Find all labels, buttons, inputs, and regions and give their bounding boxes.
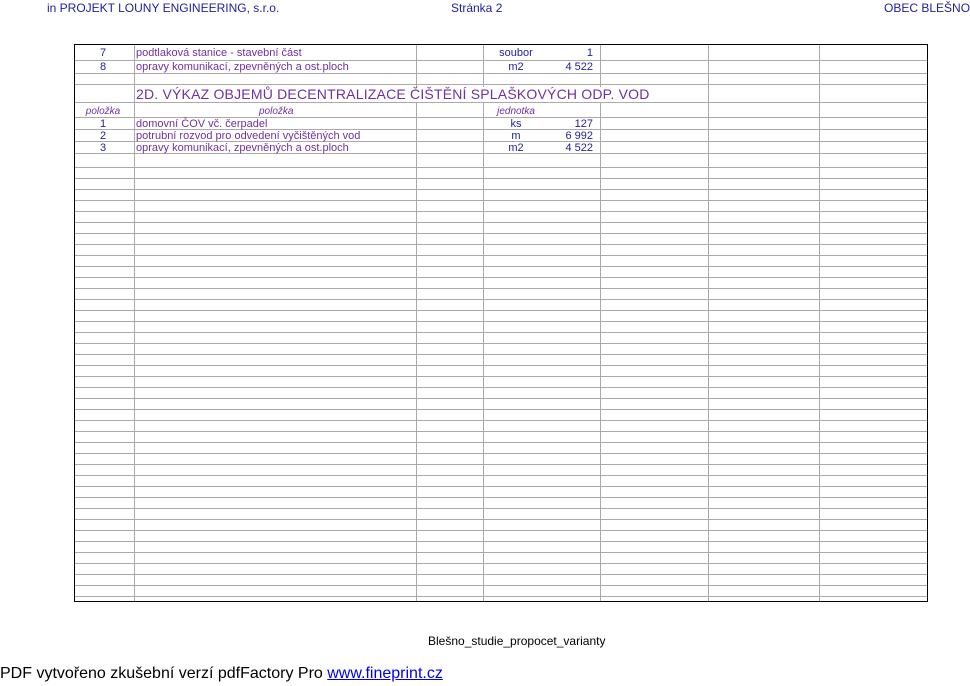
row-description: opravy komunikací, zpevněných a ost.ploch (136, 142, 349, 154)
row-quantity: 1 (586, 47, 593, 59)
spreadsheet-grid (74, 44, 928, 602)
grid-row-line (75, 84, 927, 85)
pdf-note-text: PDF vytvořeno zkušební verzí pdfFactory Pro (0, 665, 328, 682)
row-quantity: 4 522 (565, 142, 593, 154)
grid-row-line (75, 167, 927, 168)
row-unit: m2 (508, 61, 524, 73)
grid-row-line (75, 508, 927, 509)
row-unit: m2 (508, 142, 524, 154)
row-quantity: 127 (574, 118, 593, 130)
pdf-watermark-note (0, 665, 443, 683)
grid-row-line (75, 442, 927, 443)
row-number: 1 (99, 118, 107, 130)
grid-row-line (75, 585, 927, 586)
column-header-item: položka (259, 106, 294, 117)
grid-row-line (75, 310, 927, 311)
grid-row-line (75, 299, 927, 300)
column-header-item-number: položka (85, 106, 121, 117)
row-number: 8 (99, 61, 107, 73)
grid-row-line (75, 431, 927, 432)
company-name: in PROJEKT LOUNY ENGINEERING, s.r.o. (47, 1, 280, 15)
grid-row-line (75, 453, 927, 454)
grid-row-line (75, 288, 927, 289)
grid-row-line (75, 596, 927, 597)
client-name: OBEC BLEŠNO (884, 1, 970, 15)
grid-row-line (75, 354, 927, 355)
section-title: 2D. VÝKAZ OBJEMŮ DECENTRALIZACE ČIŠTĚNÍ SPLAŠKOVÝCH ODP. VOD (136, 86, 650, 102)
file-name: Blešno_studie_propocet_varianty (428, 634, 606, 648)
grid-row-line (75, 420, 927, 421)
column-header-unit: jednotka (497, 106, 535, 117)
grid-row-line (75, 475, 927, 476)
grid-row-line (75, 332, 927, 333)
grid-row-line (75, 497, 927, 498)
grid-row-line (75, 387, 927, 388)
grid-row-line (75, 343, 927, 344)
row-unit: ks (510, 118, 522, 130)
grid-row-line (75, 376, 927, 377)
row-number: 7 (99, 47, 107, 59)
row-unit: m (511, 130, 521, 142)
grid-row-line (75, 102, 927, 103)
grid-row-line (75, 255, 927, 256)
grid-row-line (75, 233, 927, 234)
fineprint-link[interactable]: www.fineprint.cz (327, 665, 443, 682)
grid-row-line (75, 519, 927, 520)
row-description: potrubní rozvod pro odvedení vyčištěných vod (136, 130, 361, 142)
page-number: Stránka 2 (451, 1, 503, 15)
grid-row-line (75, 398, 927, 399)
grid-row-line (75, 277, 927, 278)
grid-row-line (75, 321, 927, 322)
grid-row-line (75, 189, 927, 190)
grid-row-line (75, 200, 927, 201)
grid-row-line (75, 73, 927, 74)
grid-row-line (75, 409, 927, 410)
grid-row-line (75, 574, 927, 575)
grid-row-line (75, 486, 927, 487)
row-description: domovní ČOV vč. čerpadel (136, 118, 268, 130)
row-description: podtlaková stanice - stavební část (136, 47, 302, 59)
grid-row-line (75, 244, 927, 245)
row-number: 3 (99, 142, 107, 154)
grid-row-line (75, 222, 927, 223)
grid-row-line (75, 266, 927, 267)
grid-row-line (75, 211, 927, 212)
grid-row-line (75, 530, 927, 531)
grid-row-line (75, 464, 927, 465)
grid-row-line (75, 365, 927, 366)
grid-row-line (75, 178, 927, 179)
grid-row-line (75, 563, 927, 564)
row-unit: soubor (499, 47, 533, 59)
row-number: 2 (99, 130, 107, 142)
row-description: opravy komunikací, zpevněných a ost.ploch (136, 61, 349, 73)
grid-row-line (75, 541, 927, 542)
row-quantity: 4 522 (565, 61, 593, 73)
grid-row-line (75, 552, 927, 553)
row-quantity: 6 992 (565, 130, 593, 142)
